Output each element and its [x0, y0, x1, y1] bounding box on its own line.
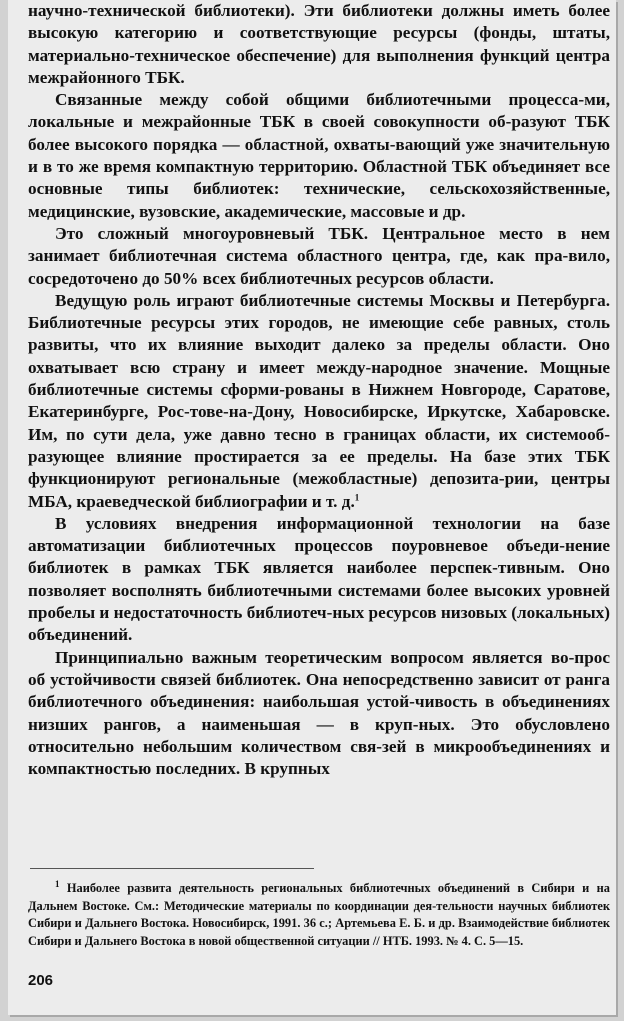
footnote-text: Наиболее развита деятельность региональных библиотечных объединений в Сибири и на Дальнем Востоке. См.: Методические материалы по координации дея-тельности научных библиотек Сибири и Дальнего Востока. Новосибирск, 1991. 36 с.; Артемьева Е. Б. и др. Взаимодействие библиотек Сибири и Дальнего Востока в новой общественной ситуации // НТБ. 1993. № 4. С. 5—15.	[28, 881, 610, 948]
paragraph: В условиях внедрения информационной технологии на базе автоматизации библиотечных процессов поуровневое объеди-нение библиотек в рамках ТБК является наиболее перспек-тивным. Оно позволяет восполнять библиотечными системами более высоких уровней пробелы и недостаточность библиотеч-ных ресурсов низовых (локальных) объединений.	[28, 513, 610, 645]
paragraph: Принципиально важным теоретическим вопросом является во-прос об устойчивости связей библиотек. Она непосредственно зависит от ранга библиотечного объединения: наибольшая устой-чивость в объединениях низших рангов, а наименьшая — в круп-ных. Это обусловлено относительно небольшим количеством свя-зей в микрообъединениях и компактностью последних. В крупных	[28, 647, 610, 779]
paragraph: Связанные между собой общими библиотечными процесса-ми, локальные и межрайонные ТБК в своей совокупности об-разуют ТБК более высокого порядка — областной, охваты-вающий уже значительную и в то же время компактную территорию. Областной ТБК объединяет все основные типы библиотек: технические, сельскохозяйственные, медицинские, вузовские, академические, массовые и др.	[28, 90, 610, 221]
paragraph: Это сложный многоуровневый ТБК. Центральное место в нем занимает библиотечная система областного центра, где, как пра-вило, сосредоточено до 50% всех библиотечных ресурсов области.	[28, 223, 610, 288]
footnote-reference[interactable]: 1	[354, 491, 360, 502]
footnote	[28, 880, 610, 950]
book-page	[8, 0, 616, 1015]
paragraph-with-footnote-ref	[28, 290, 610, 513]
page-number: 206	[28, 972, 54, 989]
main-text	[28, 0, 610, 780]
footnote-number: 1	[55, 878, 60, 889]
paragraph: научно-технической библиотеки). Эти библиотеки должны иметь более высокую категорию и соответствующие ресурсы (фонды, штаты, материально-техническое обеспечение) для выполнения функций центра межрайонного ТБК.	[28, 1, 610, 87]
footnote-divider	[30, 868, 314, 869]
paragraph-text: Ведущую роль играют библиотечные системы Москвы и Петербурга. Библиотечные ресурсы этих городов, не имеющие себе равных, столь развиты, что их влияние выходит далеко за пределы области. Оно охватывает всю страну и имеет между-народное значение. Мощные библиотечные системы сформи-рованы в Нижнем Новгороде, Саратове, Екатеринбурге, Рос-тове-на-Дону, Новосибирске, Иркутске, Хабаровске. Им, по сути дела, уже давно тесно в границах области, их системооб-разующее влияние простирается за ее пределы. На базе этих ТБК функционируют региональные (межобластные) депозита-рии, центры МБА, краеведческой библиографии и т. д.	[28, 290, 610, 511]
